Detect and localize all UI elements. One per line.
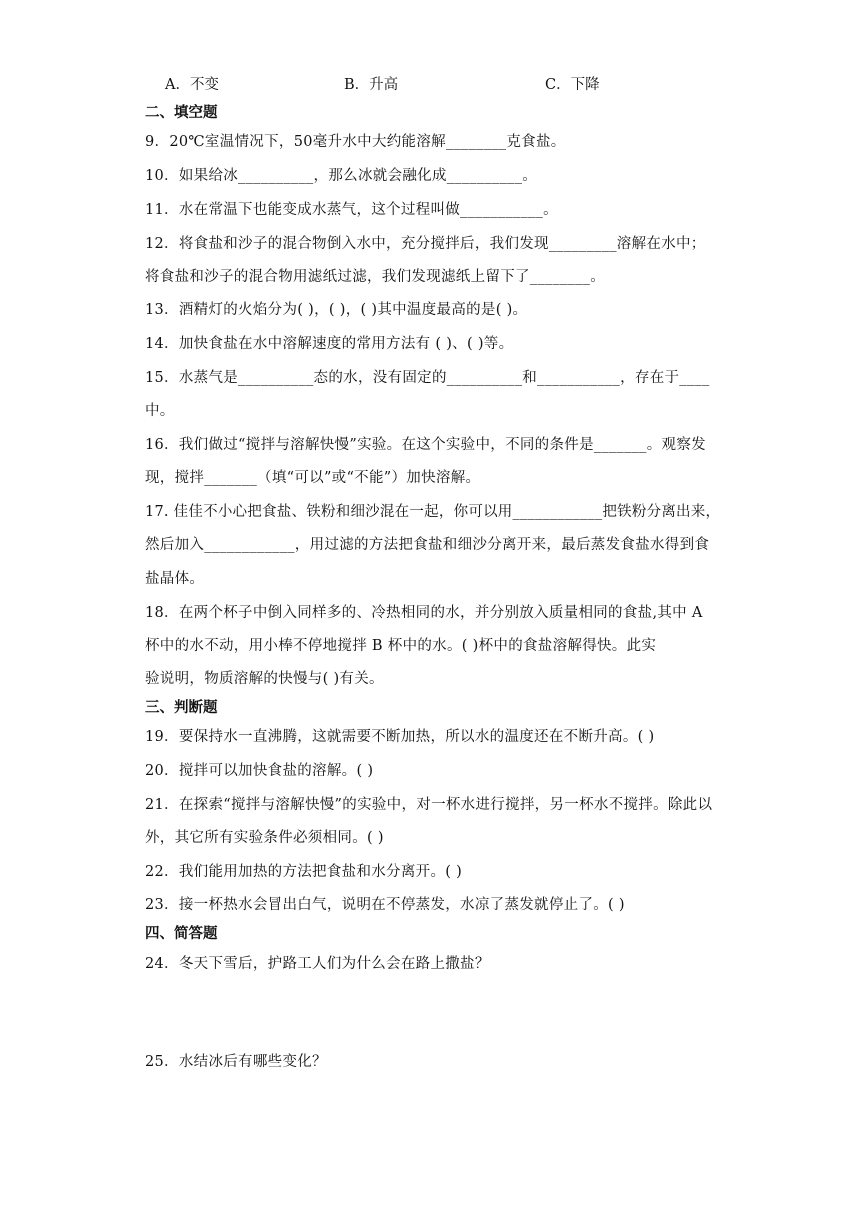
question-17-line-2: 然后加入____________，用过滤的方法把食盐和细沙分离开来，最后蒸发食盐水得到食 [145, 537, 710, 553]
question-23: 23．接一杯热水会冒出白气，说明在不停蒸发，水凉了蒸发就停止了。( ) [145, 897, 625, 913]
section-fill-blank-heading: 二、填空题 [145, 104, 218, 121]
section-judge-heading: 三、判断题 [145, 699, 218, 716]
question-18-line-1: 18．在两个杯子中倒入同样多的、冷热相同的水，并分别放入质量相同的食盐,其中 A [145, 605, 703, 621]
question-12-line-2: 将食盐和沙子的混合物用滤纸过滤，我们发现滤纸上留下了________。 [145, 269, 605, 285]
option-a: A．不变 [165, 77, 219, 93]
question-14: 14．加快食盐在水中溶解速度的常用方法有 ( )、( )等。 [145, 336, 514, 352]
question-15-line-1: 15．水蒸气是__________态的水，没有固定的__________和___________，存在于____ [145, 370, 710, 386]
question-13: 13．酒精灯的火焰分为( )，( )，( )其中温度最高的是( )。 [145, 302, 528, 318]
option-c: C．下降 [545, 77, 600, 93]
question-10: 10．如果给冰__________，那么冰就会融化成__________。 [145, 168, 538, 184]
question-17-line-1: 17. 佳佳不小心把食盐、铁粉和细沙混在一起，你可以用____________把铁粉分离出来， [145, 504, 721, 520]
question-17-line-3: 盐晶体。 [145, 571, 205, 587]
question-15-line-2: 中。 [145, 403, 175, 419]
question-16-line-2: 现，搅拌_______（填“可以”或“不能”）加快溶解。 [145, 470, 481, 486]
question-20: 20．搅拌可以加快食盐的溶解。( ) [145, 763, 374, 779]
question-11: 11．水在常温下也能变成水蒸气，这个过程叫做___________。 [145, 202, 558, 218]
question-21-line-2: 外，其它所有实验条件必须相同。( ) [145, 830, 384, 846]
question-16-line-1: 16．我们做过“搅拌与溶解快慢”实验。在这个实验中，不同的条件是_______。观察发 [145, 437, 706, 453]
question-21-line-1: 21．在探索“搅拌与溶解快慢”的实验中，对一杯水进行搅拌，另一杯水不搅拌。除此以 [145, 797, 713, 813]
section-short-answer-heading: 四、简答题 [145, 925, 218, 942]
option-b: B．升高 [344, 77, 399, 93]
question-19: 19．要保持水一直沸腾，这就需要不断加热，所以水的温度还在不断升高。( ) [145, 729, 655, 745]
question-9: 9．20℃室温情况下，50毫升水中大约能溶解________克食盐。 [145, 134, 566, 150]
question-22: 22．我们能用加热的方法把食盐和水分离开。( ) [145, 864, 463, 880]
question-18-line-3: 验说明，物质溶解的快慢与( )有关。 [145, 671, 384, 687]
question-24: 24．冬天下雪后，护路工人们为什么会在路上撒盐？ [145, 956, 490, 972]
question-25: 25．水结冰后有哪些变化？ [145, 1054, 327, 1070]
question-18-line-2: 杯中的水不动，用小棒不停地搅拌 B 杯中的水。( )杯中的食盐溶解得快。此实 [145, 638, 657, 654]
question-12-line-1: 12．将食盐和沙子的混合物倒入水中，充分搅拌后，我们发现_________溶解在水中； [145, 236, 706, 252]
